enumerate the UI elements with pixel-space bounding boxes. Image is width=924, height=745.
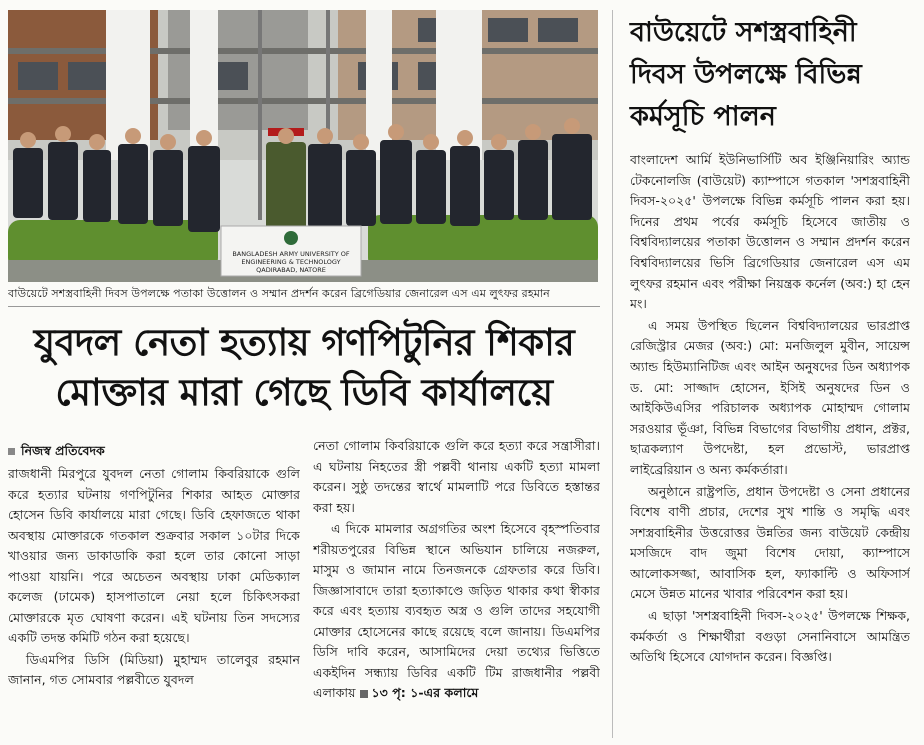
news-photo [8, 10, 598, 282]
sign-line-1: BANGLADESH ARMY UNIVERSITY OF [232, 250, 350, 258]
paragraph: নেতা গোলাম কিবরিয়াকে গুলি করে হত্যা করে সন্ত্রাসীরা। এ ঘটনায় নিহতের স্ত্রী পল্লবী থানায় একটি হত্যা মামলা করেন। সুষ্ঠু তদন্তের স্বার্থে মামলাটি পরে ডিবিতে হস্তান্তর করা হয়। [313, 438, 600, 515]
sign-line-3: QADIRABAD, NATORE [256, 266, 326, 274]
paragraph: অনুষ্ঠানে রাষ্ট্রপতি, প্রধান উপদেষ্টা ও সেনা প্রধানের বিশেষ বাণী প্রচার, দেশের সুখ শান্তি ও সমৃদ্ধি এবং সশস্ত্রবাহিনীর উত্তরোত্তর উন্নতির জন্য বাউয়েট কেন্দ্রীয় মসজিদে বাদ জুমা বিশেষ দোয়া, ক্যাম্পাসে আলোকসজ্জা, আবাসিক হল, ফ্যাকাল্টি ও অফিসার্স মেসে উন্নত মানের খাবার পরিবেশন করা হয়। [630, 483, 910, 602]
divider [8, 306, 600, 307]
byline [8, 442, 298, 460]
paragraph: রাজধানী মিরপুরে যুবদল নেতা গোলাম কিবরিয়াকে গুলি করে হত্যার ঘটনায় গণপিটুনির শিকার আহত মোক্তার হোসেন ডিবি কার্যালয়ে মারা গেছে। ডিবি হেফাজতে থাকা অবস্থায় মোক্তারকে গতকাল শুক্রবার সকাল ১০টার দিকে খাওয়ার জন্য ডাকাডাকি করা হলে তার কোনো সাড়া পাওয়া যায়নি। পরে অচেতন অবস্থায় ঢাকা মেডিক্যাল কলেজ (ঢামেক) হাসপাতালে নেয়া হলে চিকিৎসকরা মোক্তারকে মৃত ঘোষণা করেন। এই ঘটনায় তিন সদস্যের একটি তদন্ত কমিটি গঠন করা হয়েছে। [8, 466, 300, 645]
main-story-column-1 [8, 464, 300, 742]
main-headline [8, 318, 600, 418]
column-divider [612, 10, 613, 738]
paragraph [313, 519, 600, 704]
paragraph: এ ছাড়া 'সশস্ত্রবাহিনী দিবস-২০২৫' উপলক্ষে শিক্ষক, কর্মকর্তা ও শিক্ষার্থীরা বগুড়া সেনানিবাসে আমন্ত্রিত অতিথি হিসেবে যোগদান করেন। বিজ্ঞপ্তি। [630, 608, 910, 665]
byline-text: নিজস্ব প্রতিবেদক [21, 443, 105, 458]
side-headline: বাউয়েটে সশস্ত্রবাহিনী দিবস উপলক্ষে বিভিন্ন কর্মসূচি পালন [630, 17, 862, 132]
paragraph: ডিএমপির ডিসি (মিডিয়া) মুহাম্মদ তালেবুর রহমান জানান, গত সোমবার পল্লবীতে যুবদল [8, 651, 300, 687]
paragraph: বাংলাদেশ আর্মি ইউনিভার্সিটি অব ইঞ্জিনিয়ারিং অ্যান্ড টেকনোলজি (বাউয়েট) ক্যাম্পাসে গতকাল 'সশস্ত্রবাহিনী দিবস-২০২৫' উপলক্ষে বিভিন্ন কর্মসূচি পালন করা হয়। দিনের প্রথম পর্বের কর্মসূচি হিসেবে জাতীয় ও বিশ্ববিদ্যালয়ের পতাকা উত্তোলন ও সম্মান প্রদর্শন করেন বিশ্ববিদ্যালয়ের ভিসি ব্রিগেডিয়ার জেনারেল এস এম লুৎফর রহমান এবং পরীক্ষা নিয়ন্ত্রক কর্নেল (অব:) হা হেন মং। [630, 152, 910, 312]
sign-line-2: ENGINEERING & TECHNOLOGY [241, 258, 341, 266]
jump-reference: ১৩ পৃ: ১-এর কলামে [371, 685, 479, 700]
main-story-column-2 [313, 436, 600, 732]
main-headline-line-2: মোক্তার মারা গেছে ডিবি কার্যালয়ে [55, 371, 553, 414]
side-story-column [630, 150, 910, 742]
paragraph: এ সময় উপস্থিত ছিলেন বিশ্ববিদ্যালয়ের ভারপ্রাপ্ত রেজিস্ট্রার মেজর (অব:) মো: মনজিলুল মুবীন, সায়েন্স অ্যান্ড হিউম্যানিটিজ এবং আইন অনুষদের ডিন অধ্যাপক ড. মো: সাজ্জাদ হোসেন, ইসিই অনুষদের ডিন ও আইকিউএসির পরিচালক অধ্যাপক মোহাম্মদ গোলাম সরওয়ার ভূঁঞা, বিভিন্ন বিভাগের বিভাগীয় প্রধান, প্রক্টর, ছাত্রকল্যাণ উপদেষ্টা, হল প্রভোস্ট, ভারপ্রাপ্ত লাইব্রেরিয়ান ও অন্য কর্মকর্তারা। [630, 317, 910, 477]
jump-marker-icon [360, 690, 368, 698]
photo-caption: বাউয়েটে সশস্ত্রবাহিনী দিবস উপলক্ষে পতাকা উত্তোলন ও সম্মান প্রদর্শন করেন ব্রিগেডিয়ার জেনারেল এস এম লুৎফর রহমান [8, 287, 550, 300]
main-headline-line-1: যুবদল নেতা হত্যায় গণপিটুনির শিকার [33, 321, 575, 364]
bullet-icon [8, 448, 15, 455]
paragraph-text: এ দিকে মামলার অগ্রগতির অংশ হিসেবে বৃহস্পতিবার শরীয়তপুরের বিভিন্ন স্থানে অভিযান চালিয়ে নজরুল, মাসুম ও জামান নামে তিনজনকে গ্রেফতার করে ডিবি। জিজ্ঞাসাবাদে তারা হত্যাকাণ্ডে জড়িত থাকার কথা স্বীকার করে এবং হত্যায় ব্যবহৃত অস্ত্র ও গুলি তাদের সহযোগী মোক্তার হোসেনের কাছে রয়েছে বলে জানায়। ডিএমপির ডিসি দাবি করেন, আসামিদের দেয়া তথ্যের ভিত্তিতে একইদিন সন্ধ্যায় ডিবির একটি টিম রাজধানীর পল্লবী এলাকায় [313, 521, 600, 700]
